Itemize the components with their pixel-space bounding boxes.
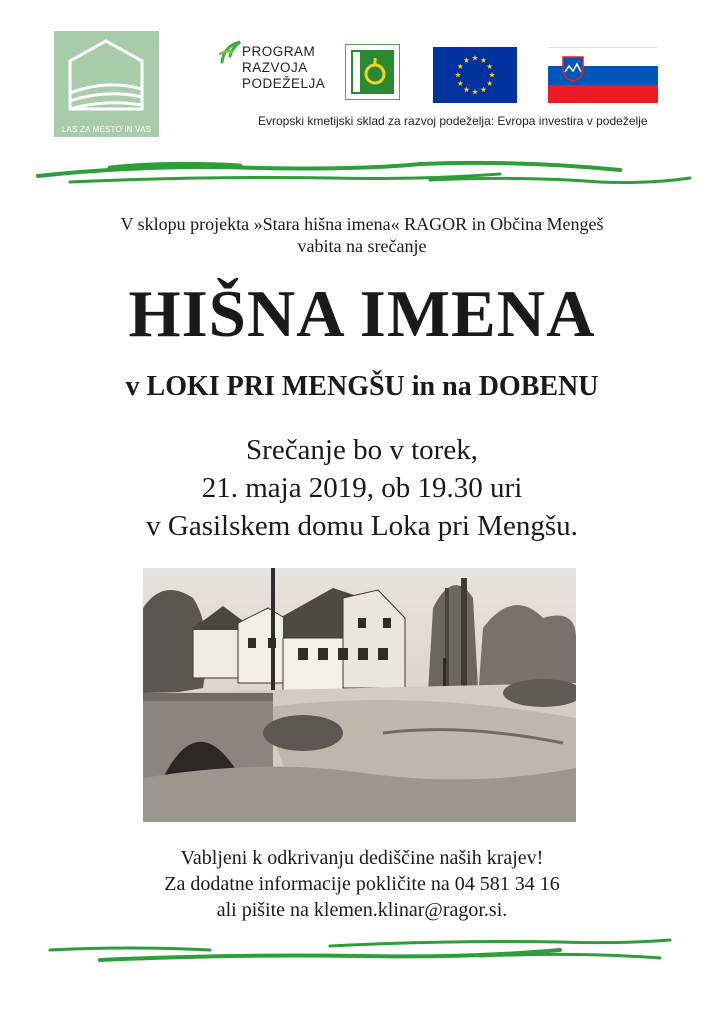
eu-star-icon bbox=[472, 89, 478, 94]
eu-star-icon bbox=[487, 81, 493, 86]
las-caption: LAS ZA MESTO IN VAS bbox=[61, 125, 152, 134]
intro-line-2: vabita na srečanje bbox=[297, 236, 427, 256]
slovenia-flag-icon bbox=[548, 47, 658, 102]
details-line-3: v Gasilskem domu Loka pri Mengšu. bbox=[146, 510, 578, 542]
intro-line-1: V sklopu projekta »Stara hišna imena« RAGOR in Občina Mengeš bbox=[120, 214, 604, 234]
eu-star-icon bbox=[455, 72, 461, 77]
house-fields-icon bbox=[54, 31, 159, 126]
eu-flag-icon bbox=[433, 47, 517, 103]
intro-text bbox=[0, 213, 724, 257]
footer-text bbox=[0, 845, 724, 923]
program-text: PROGRAM RAZVOJA PODEŽELJA bbox=[242, 44, 326, 91]
funding-line: Evropski kmetijski sklad za razvoj podeželja: Evropa investira v podeželje bbox=[258, 114, 648, 128]
eu-star-icon bbox=[489, 72, 495, 77]
leaf-swirl-icon bbox=[218, 38, 244, 66]
program-razvoja-logo bbox=[218, 38, 328, 108]
details-line-2: 21. maja 2019, ob 19.30 uri bbox=[201, 472, 523, 504]
las-logo bbox=[54, 31, 159, 137]
footer-line-3: ali pišite na klemen.klinar@ragor.si. bbox=[216, 899, 508, 921]
historic-village-photo bbox=[143, 568, 576, 822]
footer-line-2: Za dodatne informacije pokličite na 04 581 34 16 bbox=[164, 873, 560, 895]
eu-star-icon bbox=[472, 55, 478, 60]
eu-star-icon bbox=[481, 87, 487, 92]
green-brush-divider-top bbox=[0, 156, 724, 190]
green-brush-divider-bottom bbox=[0, 932, 724, 972]
footer-line-1: Vabljeni k odkrivanju dediščine naših krajev! bbox=[180, 847, 544, 869]
slovenia-coat-of-arms-icon bbox=[562, 56, 584, 82]
eu-star-icon bbox=[457, 81, 463, 86]
eu-star-icon bbox=[464, 57, 470, 62]
event-title: HIŠNA IMENA bbox=[128, 277, 596, 351]
eu-star-icon bbox=[457, 64, 463, 69]
eu-star-icon bbox=[487, 64, 493, 69]
event-subtitle: v LOKI PRI MENGŠU in na DOBENU bbox=[125, 371, 599, 402]
eu-star-icon bbox=[481, 57, 487, 62]
details-line-1: Srečanje bo v torek, bbox=[246, 434, 478, 466]
event-details bbox=[0, 431, 724, 545]
leader-logo-icon bbox=[345, 44, 400, 100]
eu-star-icon bbox=[464, 87, 470, 92]
